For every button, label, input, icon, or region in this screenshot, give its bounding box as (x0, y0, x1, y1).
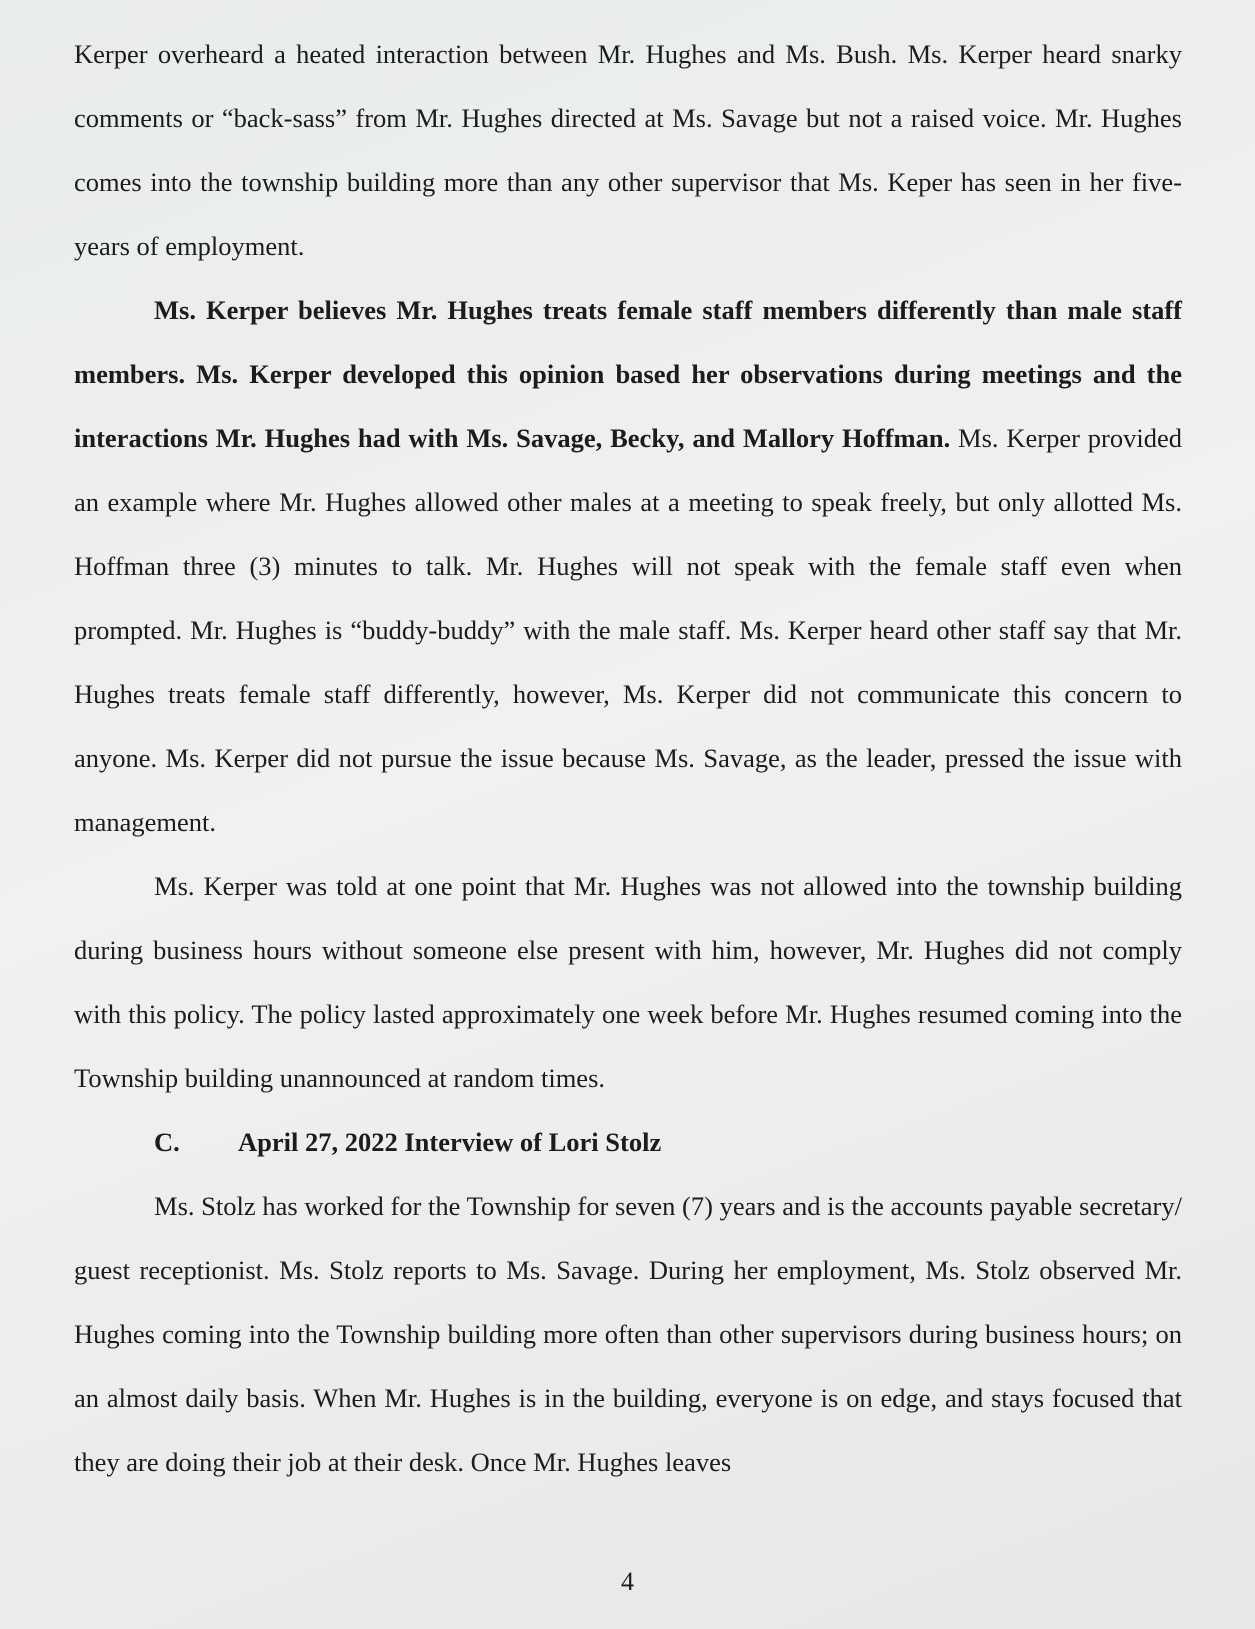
paragraph-kerper-beliefs-continued: Ms. Kerper provided an example where Mr. Hughes allowed other males at a meeting to speak freely, but only allotted Ms. Hoffman three (3) minutes to talk. Mr. Hughes will not speak with the female staff even when prompted. Mr. Hughes is “buddy-buddy” with the male staff. Ms. Kerper heard other staff say that Mr. Hughes treats female staff differently, however, Ms. Kerper did not communicate this concern to anyone. Ms. Kerper did not pursue the issue because Ms. Savage, as the leader, pressed the issue with management. (74, 423, 1183, 837)
paragraph-policy: Ms. Kerper was told at one point that Mr. Hughes was not allowed into the township building during business hours without someone else present with him, however, Mr. Hughes did not comply with this policy. The policy lasted approximately one week before Mr. Hughes resumed coming into the Township building unannounced at random times. (74, 871, 1182, 1093)
section-heading-c (74, 1110, 1182, 1174)
paragraph-stolz: Ms. Stolz has worked for the Township for seven (7) years and is the accounts payable secretary/ guest receptionist. Ms. Stolz reports to Ms. Savage. During her employment, Ms. Stolz observed Mr. Hughes coming into the Township building more often than other supervisors during business hours; on an almost daily basis. When Mr. Hughes is in the building, everyone is on edge, and stays focused that they are doing their job at their desk. Once Mr. Hughes leaves (74, 1191, 1182, 1477)
section-title: April 27, 2022 Interview of Lori Stolz (238, 1127, 662, 1157)
bold-statement: Ms. Kerper believes Mr. Hughes treats female staff members differently than male staff members. Ms. Kerper developed this opinion based her observations during meetings and the interactions Mr. Hughes had with Ms. Savage, Becky, and Mallory Hoffman. (74, 295, 1182, 453)
page-number: 4 (621, 1567, 634, 1596)
document-body (74, 22, 1182, 1494)
paragraph-kerper-overheard: Kerper overheard a heated interaction between Mr. Hughes and Ms. Bush. Ms. Kerper heard snarky comments or “back-sass” from Mr. Hughes directed at Ms. Savage but not a raised voice. Mr. Hughes comes into the township building more than any other supervisor that Ms. Keper has seen in her five-years of employment. (74, 39, 1182, 261)
paragraph-kerper-beliefs (74, 278, 1182, 854)
section-letter: C. (154, 1127, 180, 1157)
